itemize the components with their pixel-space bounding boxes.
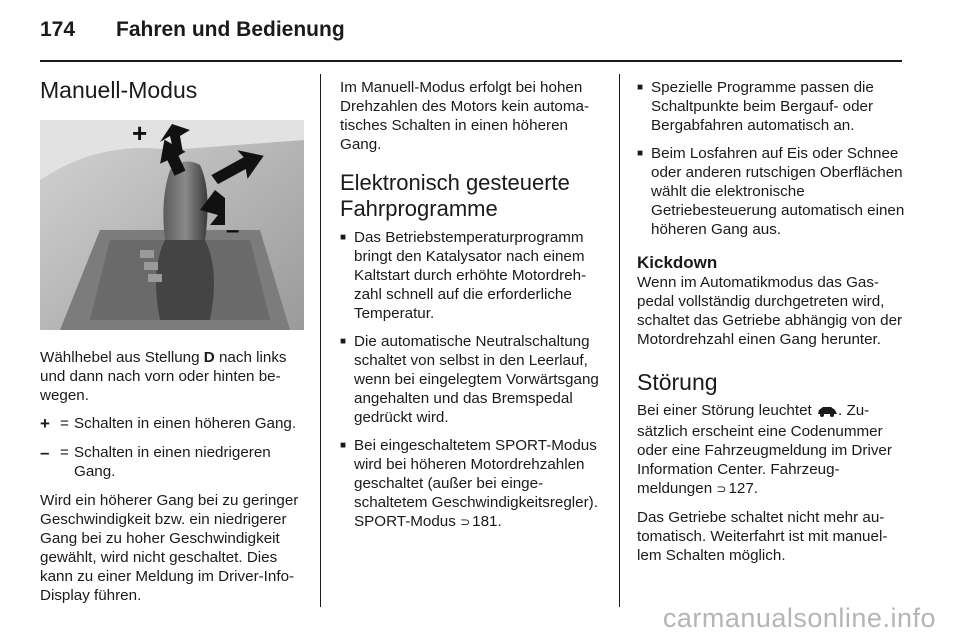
page-number: 174 [40, 18, 76, 41]
paragraph-fault-manual: Das Getriebe schaltet nicht mehr automatisch. Weiterfahrt ist mit manuellem Schalten möglich. [637, 509, 888, 564]
header-divider [40, 60, 902, 62]
list-item: ■ Die automatische Neutralschaltung schaltet von selbst in den Leerlauf, wenn bei eingelegtem Vorwärtsgang angehalten und das Bremspedal gedrückt wird. [340, 332, 605, 427]
car-warning-icon [816, 403, 838, 422]
vehicle-messages-ref[interactable]: 127. [728, 480, 758, 497]
list-item: ■ Das Betriebstemperaturprogramm bringt den Katalysator nach einem Kaltstart durch erhöhte Motordrehzahl schnell auf die erforderliche Temperatur. [340, 228, 605, 323]
list-item: ■ Beim Losfahren auf Eis oder Schnee oder anderen rutschigen Oberflächen wählt die elektronische Getriebesteuerung automatisch einen höheren Gang aus. [637, 144, 905, 239]
list-item: ■ Spezielle Programme passen die Schaltpunkte beim Bergauf- oder Bergabfahren automatisch an. [637, 78, 905, 135]
column-divider-1 [320, 74, 321, 607]
column-2 [340, 78, 605, 541]
column-divider-2 [619, 74, 620, 607]
section-heading-stoerung: Störung [637, 369, 718, 395]
legend-item-minus: – = Schalten in einen niedrigeren Gang. [40, 443, 271, 480]
section-heading-fahrprogramme: Elektronisch gesteuerte Fahrprogramme [340, 170, 570, 221]
paragraph-manual-high-rpm: Im Manuell-Modus erfolgt bei hohen Drehzahlen des Motors kein automatisches Schalten in einen höheren Gang. [340, 79, 590, 153]
chapter-title: Fahren und Bedienung [116, 18, 345, 41]
paragraph-fault: Bei einer Störung leuchtet . Zusätzlich erscheint eine Codenummer oder eine Fahrzeugmeldung im Driver Information Center. Fahrzeugmeldungen ⊃ 127. [637, 402, 892, 497]
page-header [40, 18, 902, 58]
sport-mode-ref[interactable]: 181. [472, 513, 502, 530]
page-reference-icon: ⊃ [716, 482, 727, 496]
section-heading-manuell: Manuell-Modus [40, 77, 198, 103]
minus-icon: – [40, 443, 50, 462]
legend-item-plus: + = Schalten in einen höheren Gang. [40, 414, 297, 433]
figure-minus-mark: – [226, 217, 240, 244]
figure-plus-mark: + [132, 120, 148, 148]
gear-lever-image [40, 120, 304, 330]
position-d: D [203, 349, 215, 366]
paragraph-kickdown: Wenn im Automatikmodus das Gaspedal vollständig durchgetreten wird, schaltet das Getriebe abhängig von der Motordrehzahl einen Gang herunter. [637, 274, 903, 348]
list-item: ■ Bei eingeschaltetem SPORT-Modus wird bei höheren Motordrehzahlen geschaltet (außer bei eingeschaltetem Geschwindigkeitsregler). SPORT-Modus ⊃ 181. [340, 436, 605, 532]
page-reference-icon: ⊃ [460, 515, 471, 529]
watermark: carmanualsonline.info [662, 603, 936, 633]
column-3 [637, 78, 905, 574]
intro-paragraph: Wählhebel aus Stellung D nach links und dann nach vorn oder hinten bewegen. [40, 349, 287, 404]
column-1 [40, 72, 305, 614]
plus-icon: + [40, 414, 50, 433]
paragraph-shift-limits: Wird ein höherer Gang bei zu geringer Geschwindigkeit bzw. ein niedrigerer Gang bei zu hoher Geschwindigkeit gewählt, wird nicht geschaltet. Dies kann zu einer Meldung im Driver-Info-Display führen. [40, 492, 299, 604]
gear-selector-illustration [40, 120, 304, 330]
section-heading-kickdown: Kickdown [637, 253, 718, 272]
